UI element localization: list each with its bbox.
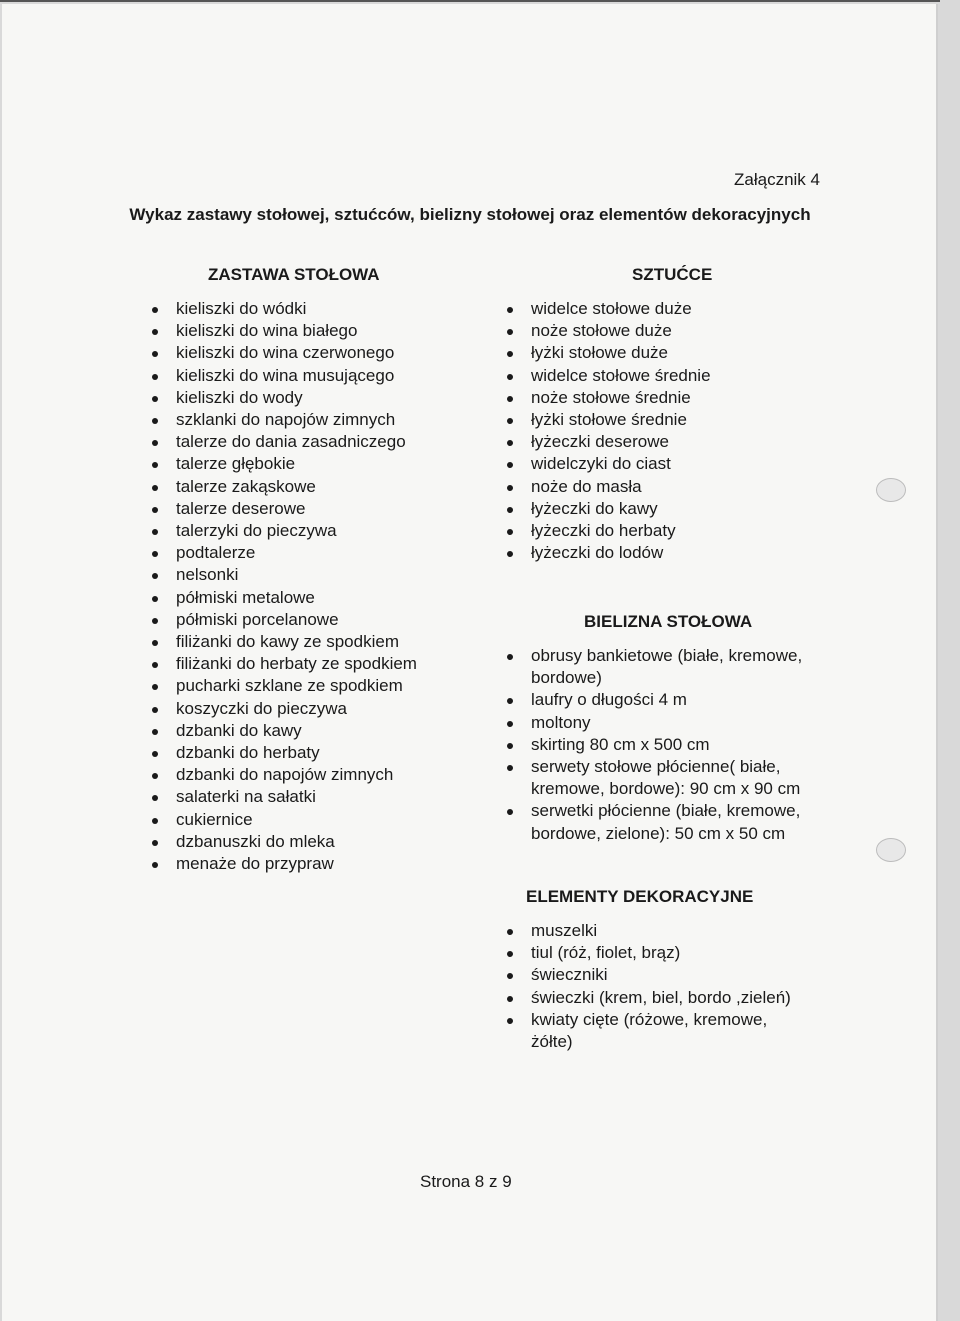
- list-bielizna: [507, 645, 837, 845]
- punch-hole: [876, 478, 906, 502]
- list-item: pucharki szklane ze spodkiem: [152, 675, 482, 697]
- list-item: łyżeczki do kawy: [507, 498, 847, 520]
- list-item: talerze zakąskowe: [152, 476, 482, 498]
- page-number: Strona 8 z 9: [420, 1172, 512, 1191]
- list-item: dzbanki do herbaty: [152, 742, 482, 764]
- list-item: muszelki: [507, 920, 807, 942]
- list-dekoracje: [507, 920, 807, 1053]
- list-item: widelce stołowe średnie: [507, 365, 847, 387]
- list-item: skirting 80 cm x 500 cm: [507, 734, 837, 756]
- list-item: kieliszki do wina białego: [152, 320, 482, 342]
- heading-dekoracje: ELEMENTY DEKORACYJNE: [526, 887, 754, 906]
- list-item: noże stołowe średnie: [507, 387, 847, 409]
- list-zastawa: [152, 298, 482, 875]
- list-item: kieliszki do wódki: [152, 298, 482, 320]
- list-item: dzbanki do kawy: [152, 720, 482, 742]
- list-item: cukiernice: [152, 809, 482, 831]
- list-item: noże stołowe duże: [507, 320, 847, 342]
- list-item: serwety stołowe płócienne( białe, kremowe, bordowe): 90 cm x 90 cm: [507, 756, 837, 800]
- list-item: laufry o długości 4 m: [507, 689, 837, 711]
- list-item: półmiski metalowe: [152, 587, 482, 609]
- list-item: łyżki stołowe duże: [507, 342, 847, 364]
- list-item: tiul (róż, fiolet, brąz): [507, 942, 807, 964]
- top-edge-line: [0, 0, 940, 2]
- list-item: talerze głębokie: [152, 453, 482, 475]
- list-item: świeczniki: [507, 964, 807, 986]
- list-item: kieliszki do wody: [152, 387, 482, 409]
- list-sztucce: [507, 298, 847, 564]
- list-item: kieliszki do wina czerwonego: [152, 342, 482, 364]
- list-item: noże do masła: [507, 476, 847, 498]
- list-item: talerzyki do pieczywa: [152, 520, 482, 542]
- list-item: szklanki do napojów zimnych: [152, 409, 482, 431]
- list-item: moltony: [507, 712, 837, 734]
- list-item: półmiski porcelanowe: [152, 609, 482, 631]
- list-item: nelsonki: [152, 564, 482, 586]
- list-item: filiżanki do kawy ze spodkiem: [152, 631, 482, 653]
- punch-hole: [876, 838, 906, 862]
- list-item: widelczyki do ciast: [507, 453, 847, 475]
- document-title: Wykaz zastawy stołowej, sztućców, bielizny stołowej oraz elementów dekoracyjnych: [129, 205, 811, 224]
- list-item: talerze do dania zasadniczego: [152, 431, 482, 453]
- list-item: łyżeczki deserowe: [507, 431, 847, 453]
- list-item: kieliszki do wina musującego: [152, 365, 482, 387]
- list-item: podtalerze: [152, 542, 482, 564]
- list-item: dzbanuszki do mleka: [152, 831, 482, 853]
- list-item: obrusy bankietowe (białe, kremowe, bordowe): [507, 645, 837, 689]
- list-item: widelce stołowe duże: [507, 298, 847, 320]
- list-item: serwetki płócienne (białe, kremowe, bordowe, zielone): 50 cm x 50 cm: [507, 800, 837, 844]
- list-item: kwiaty cięte (różowe, kremowe, żółte): [507, 1009, 807, 1053]
- list-item: koszyczki do pieczywa: [152, 698, 482, 720]
- heading-bielizna: BIELIZNA STOŁOWA: [584, 612, 753, 631]
- list-item: dzbanki do napojów zimnych: [152, 764, 482, 786]
- list-item: filiżanki do herbaty ze spodkiem: [152, 653, 482, 675]
- list-item: menaże do przypraw: [152, 853, 482, 875]
- list-item: łyżeczki do lodów: [507, 542, 847, 564]
- list-item: talerze deserowe: [152, 498, 482, 520]
- annex-label: Załącznik 4: [734, 170, 820, 189]
- heading-zastawa: ZASTAWA STOŁOWA: [208, 265, 380, 284]
- list-item: salaterki na sałatki: [152, 786, 482, 808]
- list-item: łyżki stołowe średnie: [507, 409, 847, 431]
- list-item: łyżeczki do herbaty: [507, 520, 847, 542]
- heading-sztucce: SZTUĆCE: [632, 265, 713, 284]
- list-item: świeczki (krem, biel, bordo ,zieleń): [507, 987, 807, 1009]
